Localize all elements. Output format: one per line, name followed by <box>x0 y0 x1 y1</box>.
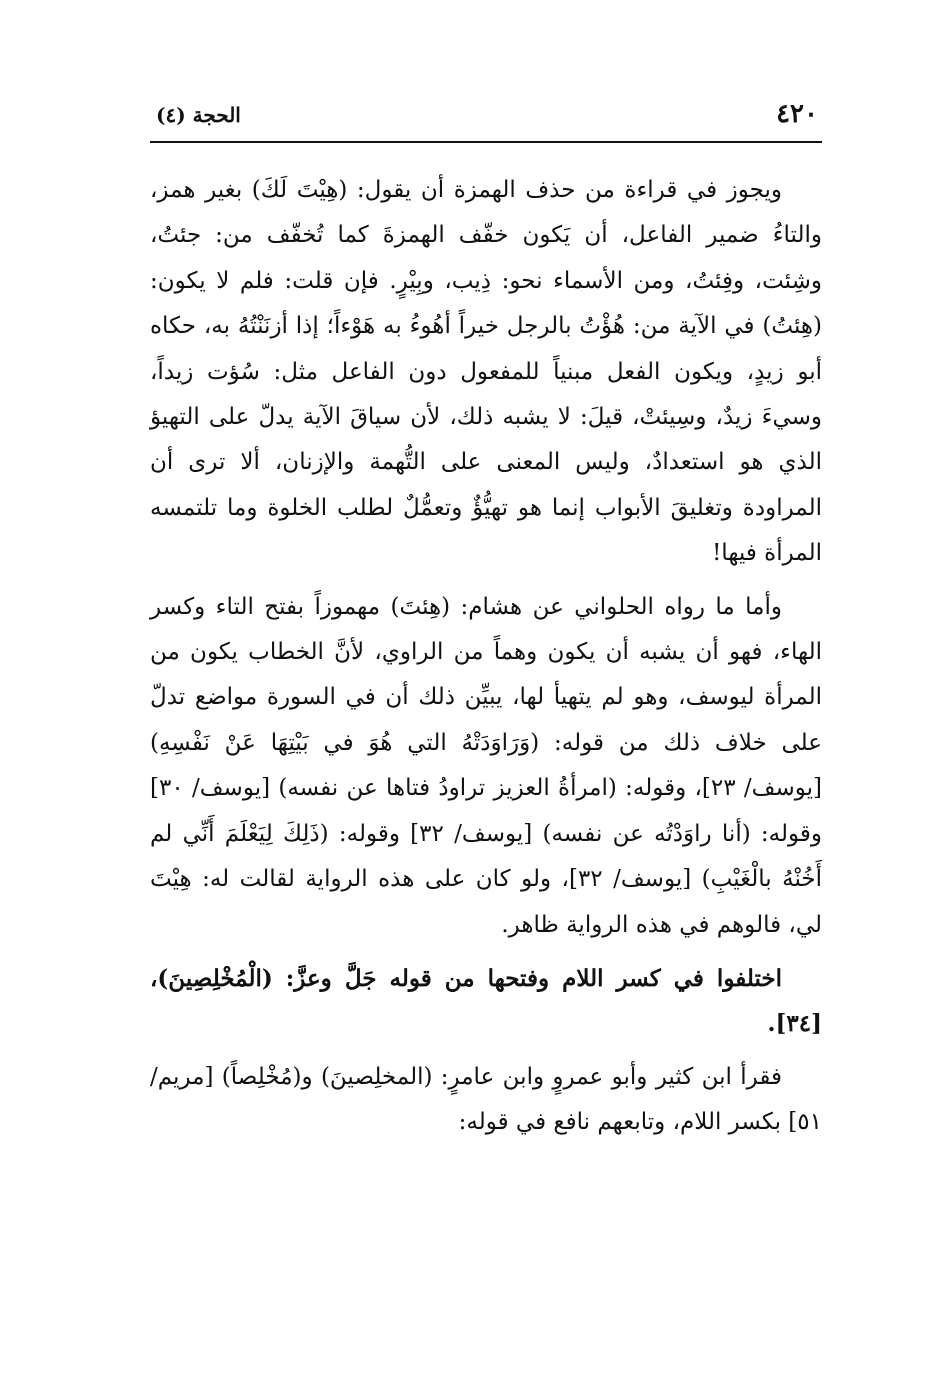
paragraph-readings <box>150 1055 822 1146</box>
main-text <box>150 168 822 1146</box>
paragraph-text: فقرأ ابن كثير وأبو عمروٍ وابن عامرٍ: (المخلِصينَ) و(مُخْلِصاً) [مريم/ ٥١] بكسر اللام، وتابعهم نافع في قوله: <box>150 1063 822 1136</box>
paragraph-text: ويجوز في قراءة من حذف الهمزة أن يقول: (هِيْتَ لَكَ) بغير همز، والتاءُ ضمير الفاعل، أن يَكون خفّف الهمزةَ كما تُخفّف من: جئتُ، وشِئت، وفِئتُ، ومن الأسماء نحو: ذِيب، وبِيْرٍ. فإن قلت: فلم لا يكون: (هِئتُ) في الآية من: هُؤْتُ بالرجل خيراً أهُوءُ به هَوْءاً؛ إذا أزنَنْتُهُ به، حكاه أبو زيدٍ، ويكون الفعل مبنياً للمفعول دون الفاعل مثل: سُؤت زيداً، وسيءَ زيدٌ، وسِيئتْ، قيلَ: لا يشبه ذلك، لأن سياقَ الآية يدلّ على التهيؤ الذي هو استعدادٌ، وليس المعنى على التُّهمة والإزنان، ألا ترى أن المراودة وتغليقَ الأبواب إنما هو تهيُّؤٌ وتعمُّلٌ لطلب الخلوة وما تلتمسه المرأة فيها! <box>150 177 822 567</box>
paragraph-text: وأما ما رواه الحلواني عن هشام: (هِئتَ) مهموزاً بفتح التاء وكسر الهاء، فهو أن يشبه أن يكون وهماً من الراوي، لأنَّ الخطاب يكون من المرأة ليوسف، وهو لم يتهيأ لها، يبيِّن ذلك أن في السورة مواضع تدلّ على خلاف ذلك من قوله: (وَرَاوَدَتْهُ التي هُوَ في بَيْتِهَا عَنْ نَفْسِهِ) [يوسف/ ٢٣]، وقوله: (امرأةُ العزيز تراودُ فتاها عن نفسه) [يوسف/ ٣٠] وقوله: (أنا راوَدْتُه عن نفسه) [يوسف/ ٣٢] وقوله: (ذَلِكَ لِيَعْلَمَ أَنِّي لم أَخُنْهُ بالْغَيْبِ) [يوسف/ ٣٢]، ولو كان على هذه الرواية لقالت له: هِيْتَ لي، فالوهم في هذه الرواية ظاهر. <box>150 593 823 938</box>
paragraph-hulwani-narration <box>150 585 822 948</box>
heading-text: اختلفوا في كسر اللام وفتحها من قوله جَلَّ وعزَّ: (الْمُخْلِصِينَ)، [٣٤]. <box>150 964 822 1038</box>
running-title: الحجة (٤) <box>156 103 241 127</box>
page-number: ٤٢٠ <box>776 99 818 129</box>
header-rule <box>150 141 822 143</box>
page-header <box>150 96 822 136</box>
section-heading-mukhlasin <box>150 956 822 1047</box>
paragraph-hiita-without-hamza <box>150 168 822 577</box>
